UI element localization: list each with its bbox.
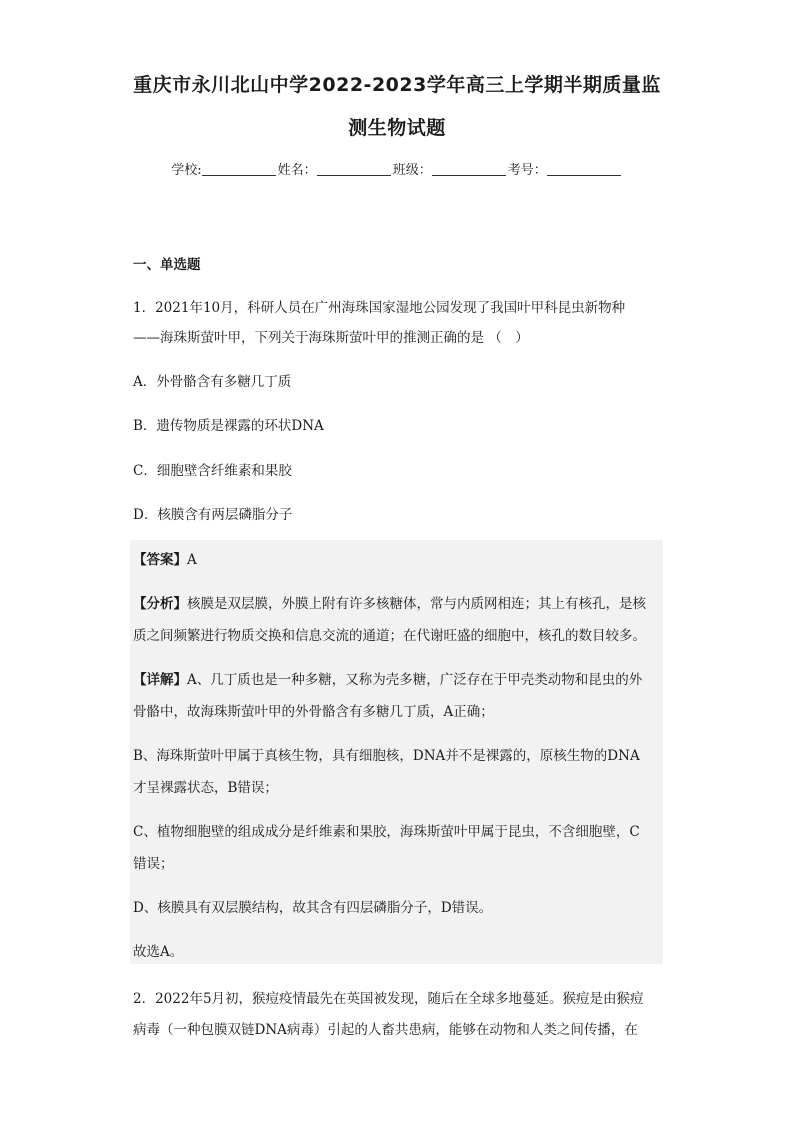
q1-stem-line-2: ——海珠斯萤叶甲，下列关于海珠斯萤叶甲的推测正确的是 （ ） <box>133 330 529 346</box>
q1-stem-line-1: 1．2021年10月，科研人员在广州海珠国家湿地公园发现了我国叶甲科昆虫新物种 <box>133 300 626 316</box>
document-title-line-1: 重庆市永川北山中学2022-2023学年高三上学期半期质量监 <box>133 74 661 96</box>
student-info-row <box>0 159 794 178</box>
q1-analysis-line-2: 质之间频繁进行物质交换和信息交流的通道；在代谢旺盛的细胞中，核孔的数目较多。 <box>133 628 646 644</box>
analysis-tag: 【分析】 <box>133 596 187 612</box>
q1-option-d: D．核膜含有两层磷脂分子 <box>133 507 293 523</box>
school-label: 学校: <box>171 163 202 178</box>
school-blank[interactable] <box>202 161 276 176</box>
document-title-line-2: 测生物试题 <box>348 117 446 139</box>
exam-number-label: 考号： <box>507 163 547 178</box>
detail-a-text-1: A、几丁质也是一种多糖，又称为壳多糖，广泛存在于甲壳类动物和昆虫的外 <box>187 672 643 688</box>
class-blank[interactable] <box>432 161 506 176</box>
q1-option-c: C．细胞壁含纤维素和果胶 <box>133 463 292 479</box>
q1-detail-d: D、核膜具有双层膜结构，故其含有四层磷脂分子，D错误。 <box>133 900 493 916</box>
q2-stem-line-2: 病毒（一种包膜双链DNA病毒）引起的人畜共患病，能够在动物和人类之间传播，在 <box>133 1022 638 1038</box>
class-label: 班级： <box>392 163 432 178</box>
q1-detail-c-line-1: C、植物细胞壁的组成成分是纤维素和果胶，海珠斯萤叶甲属于昆虫，不含细胞壁，C <box>133 824 640 840</box>
name-label: 姓名： <box>277 163 317 178</box>
q1-detail-b-line-1: B、海珠斯萤叶甲属于真核生物，具有细胞核，DNA并不是裸露的，原核生物的DNA <box>133 748 640 764</box>
name-blank[interactable] <box>317 161 391 176</box>
q1-conclusion: 故选A。 <box>133 944 184 960</box>
detail-tag: 【详解】 <box>133 672 187 688</box>
answer-tag: 【答案】 <box>133 552 187 568</box>
q1-option-a: A．外骨骼含有多糖几丁质 <box>133 374 292 390</box>
q1-answer <box>133 548 197 568</box>
q1-analysis-line-1 <box>133 592 646 612</box>
q2-stem-line-1: 2．2022年5月初，猴痘疫情最先在英国被发现，随后在全球多地蔓延。猴痘是由猴痘 <box>133 991 644 1007</box>
q1-detail-b-line-2: 才呈裸露状态，B错误； <box>133 780 278 796</box>
answer-value: A <box>187 552 197 568</box>
section-heading: 一、单选题 <box>133 257 201 273</box>
analysis-text-1: 核膜是双层膜，外膜上附有许多核糖体，常与内质网相连；其上有核孔，是核 <box>187 596 646 612</box>
q1-detail-c-line-2: 错误； <box>133 856 174 872</box>
exam-number-blank[interactable] <box>547 161 621 176</box>
q1-detail-a-line-1 <box>133 668 642 688</box>
q1-option-b: B．遗传物质是裸露的环状DNA <box>133 418 324 434</box>
q1-detail-a-line-2: 骨骼中，故海珠斯萤叶甲的外骨骼含有多糖几丁质，A正确； <box>133 704 494 720</box>
